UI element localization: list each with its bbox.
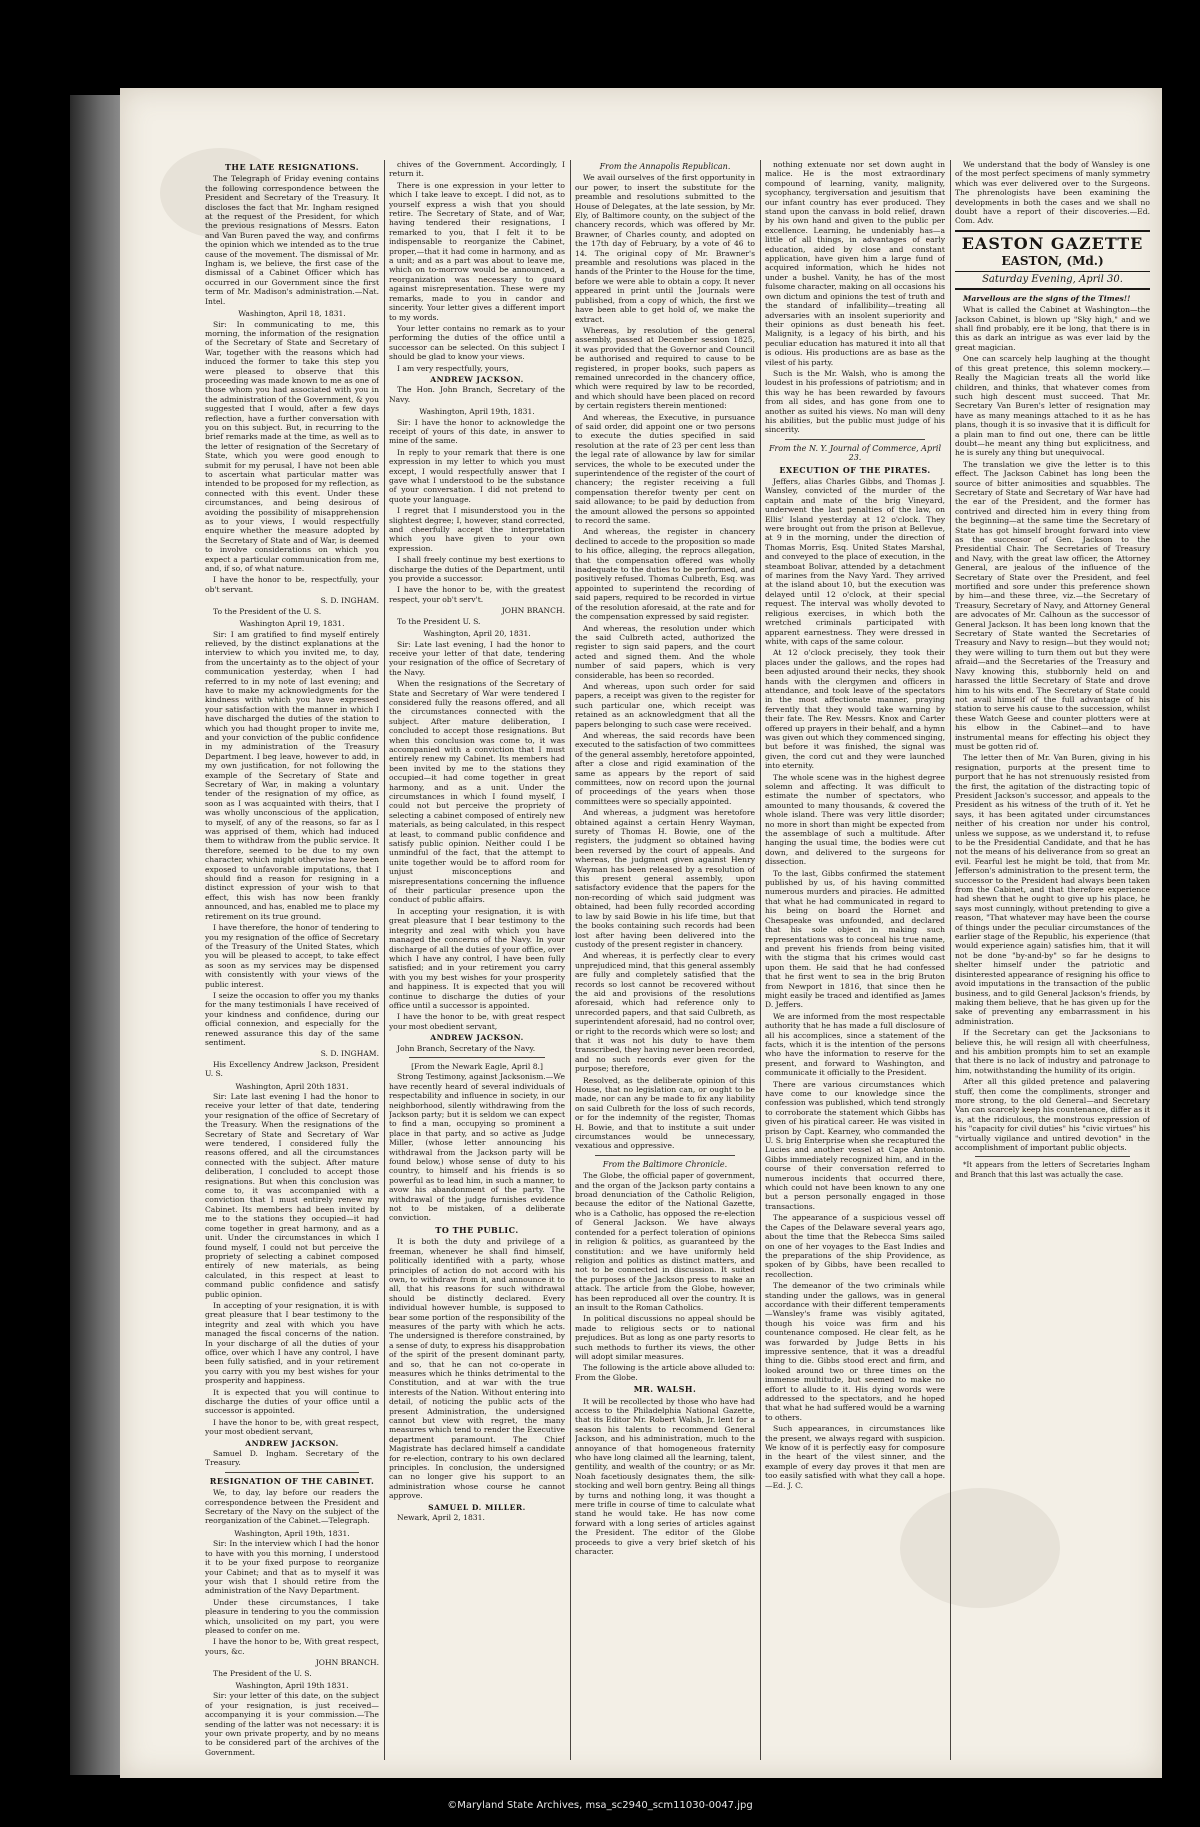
article-text: And whereas, the Executive, in pursuance of said order, did appoint one or two persons to execute the duties specified in said resolution at the rate of 23 per cent less than the legal rate of allowance by law for similar services, the whole to be executed under the superintendence of the register of the court of chancery; the register receiving a full compensation therefor twenty per cent on said allowance; to be paid by deduction from the amount allowed the persons so appointed to record the same. bbox=[575, 412, 755, 526]
masthead-title: EASTON GAZETTE bbox=[961, 233, 1144, 253]
editorial-lead: Marvellous are the signs of the Times!! bbox=[963, 293, 1131, 303]
article-title: RESIGNATION OF THE CABINET. bbox=[209, 1475, 375, 1486]
article-text: nothing extenuate nor set down aught in malice. He is the most extraordinary compound of learning, vanity, malignity, sycophancy, tergiversation and jesuitism that our infant country has ever produced. They stand upon the canvass in bold relief, drawn by his own hand and given to the public per excellence. Learning, he undeniably has—a little of all things, in advantages of early education, aided by close and constant application, have given him a large fund of acquired information, which he hides not under a bushel. Vanity, he has of the most fulsome character, making on all occasions his own dictum and opinions the test of truth and the standard of infallibility—treating all adversaries with an insolent superiority and their opinions as dust beneath his feet. Malignity, is a legacy of his birth, and his peculiar education has matured it into all that is odious. His productions are as base as the vilest of his party. bbox=[765, 160, 945, 367]
editorial-text: The translation we give the letter is to this effect. The Jackson Cabinet has long been the source of bitter animosities and squabbles. The Secretary of State and Secretary of War have had the ear of the President, and the former has contrived and directed him in every thing from the beginning—at the same time the Secretary of State has got himself brought forward into view as the successor of Gen. Jackson to the Presidential Chair. The Secretaries of Treasury and Navy, with the great law officer, the Attorney General, are jealous of the influence of the Secretary of State over the President, and feel mortified and sore under this preference shown by him—and these three, viz.—the Secretary of Treasury, Secretary of Navy, and Attorney General are advocates of Mr. Calhoun as the successor of General Jackson. It has been long known that the Secretary of State wanted the Secretaries of Treasury and Navy to resign—but they would not; they were willing to turn them out but they were afraid—and the Secretaries of the Treasury and Navy knowing this, stubbornly held on and harassed the little Secretary of State and drove him to his wits end. The Secretary of State could not avail himself of the full advantage of his station to serve his cause to the succession, whilst these Watch Geese and counter plotters were at his elbow in the Cabinet—and to have instrumental means for effecting his object they must be gotten rid of. bbox=[955, 459, 1150, 751]
letter-text: Your letter contains no remark as to your performing the duties of the office until a successor can be selected. On this subject I should be glad to know your views. bbox=[389, 323, 565, 362]
column-rule bbox=[950, 160, 951, 1760]
article-text: Such is the Mr. Walsh, who is among the loudest in his professions of patriotism; and in this way he has been rewarded by favours from all sides, and has gone from one to another as suited his views. No man will deny his abilities, but the public must judge of his sincerity. bbox=[765, 368, 945, 435]
letter-closing: I have the honor to be, with great respect your most obedient servant, bbox=[389, 1012, 565, 1031]
dateline: Washington, April 20, 1831. bbox=[423, 629, 531, 639]
article-intro: We, to day, lay before our readers the correspondence between the President and Secretary of the Navy on the subject of the reorganization of the Cabinet.—Telegraph. bbox=[205, 1488, 379, 1526]
editorial-text: The letter then of Mr. Van Buren, giving in his resignation, purports at the present time to purport that he has not strenuously resisted from the first, the agitation of the distracting topic of President Jackson's successor, and appeals to the President as his witness of the truth of it. Yet he says, it has been agitated under circumstances neither of his creation nor under his control, unless we suppose, as we understand it, to refuse to be the Presidential Candidate, and that he has not the means of his deliverance from so great an evil. Fearful lest he might be told, that from Mr. Jefferson's administration to the present term, the successor to the President had always been taken from the Cabinet, and that therefore experience had shewn that he ought to give up his place, he says most cunningly, without pretending to give a reason, "That whatever may have been the course of things under the peculiar circumstances of the earlier stage of the Republic, his experience (that would experience again) satisfies him, that it will not be done "by-and-by" so far he designs to shelter himself under the patriotic and disinterested appearance of resigning his office to avoid imputations in the transaction of the public business, and to gild General Jackson's friends, by making them believe, that he has given up for the sake of preventing any embarrassment in his administration. bbox=[955, 753, 1150, 1026]
dateline: Washington, April 18, 1831. bbox=[238, 309, 346, 319]
letter-text: I seize the occasion to offer you my thanks for the many testimonials I have received of your kindness and confidence, during our official connexion, and especially for the renewed assurance this day of the same sentiment. bbox=[205, 990, 379, 1047]
dateline: Washington, April 20th 1831. bbox=[235, 1081, 349, 1091]
letter-text: Sir: In the interview which I had the honor to have with you this morning, I understood it to be your fixed purpose to reorganize your Cabinet; and that as to myself it was your wish that I should retire from the administration of the Navy Department. bbox=[205, 1539, 379, 1596]
signature: ANDREW JACKSON. bbox=[430, 374, 524, 384]
masthead bbox=[955, 230, 1150, 290]
letter-text: In reply to your remark that there is one expression in my letter to which you must except, I would respectfully answer that I gave what I understood to be the substance of your conversation. I did not pretend to quote your language. bbox=[389, 447, 565, 504]
column-4 bbox=[765, 160, 945, 1760]
article-intro: The Telegraph of Friday evening contains the following correspondence between the President and Secretary of the Treasury. It discloses the fact that Mr. Ingham resigned at the request of the President, for which the previous resignations of Messrs. Eaton and Van Buren paved the way, and confirms the opinion which we intended as to the true cause of the movement. The dismissal of Mr. Ingham is, we believe, the first case of the dismissal of a Cabinet Officer which has occurred in our Government since the first term of Mr. Madison's administration.—Nat. Intel. bbox=[205, 174, 379, 306]
dateline: Washington, April 19th 1831. bbox=[235, 1680, 349, 1690]
letter-text: I regret that I misunderstood you in the slightest degree; I, however, stand corrected, and cheerfully accept the interpretation which you have given to your own expression. bbox=[389, 506, 565, 553]
archive-credit: ©Maryland State Archives, msa_sc2940_scm11030-0047.jpg bbox=[447, 1800, 753, 1811]
article-source: [From the Newark Eagle, April 8.] bbox=[411, 1061, 543, 1071]
column-separator bbox=[595, 1155, 735, 1156]
letter-recipient: To the President U. S. bbox=[397, 616, 481, 626]
signature: JOHN BRANCH. bbox=[501, 606, 565, 616]
article-text: The following is the article above alluded to: From the Globe. bbox=[575, 1363, 755, 1382]
letter-text: Sir: I have the honor to acknowledge the receipt of yours of this date, in answer to mine of the same. bbox=[389, 417, 565, 446]
letter-text: Sir: Late last evening, I had the honor to receive your letter of that date, tendering your resignation of the office of Secretary of the Navy. bbox=[389, 639, 565, 677]
footnote: *It appears from the letters of Secretaries Ingham and Branch that this last was actually the case. bbox=[955, 1161, 1150, 1179]
article-text: And whereas, the said records have been executed to the satisfaction of two committees of the general assembly, heretofore appointed, after a close and rigid examination of the same as appears by the report of said committees, now on record upon the journal of proceedings of the years when those committees were so specially appointed. bbox=[575, 730, 755, 806]
letter-text: Sir: Late last evening I had the honor to receive your letter of that date, tendering your resignation of the office of Secretary of the Treasury. When the resignations of the Secretary of State and Secretary of War were tendered, I considered fully the reasons offered, and all the circumstances connected with the subject. After mature deliberation, I concluded to accept those resignations. But when this conclusion was come to, it was accompanied with a conviction that I must entirely renew my Cabinet. Its members had been invited by me to the stations they occupied—it had come together in great harmony, and as a unit. Under the circumstances in which I found myself, I could not but perceive the propriety of selecting a cabinet composed entirely of new materials, as being calculated, in this respect at least to command public confidence and satisfy public opinion. bbox=[205, 1092, 379, 1299]
article-title: MR. WALSH. bbox=[633, 1384, 697, 1395]
letter-text: There is one expression in your letter to which I take leave to except. I did not, as to yourself express a wish that you should retire. The Secretary of State, and of War, having tendered their resignations, I remarked to you, that I felt it to be indispensable to reorganize the Cabinet, proper,—that it had come in harmony, and as a unit; and as a part was about to leave me, which on to-morrow would be announced, a reorganization was necessary to guard against misrepresentation. These were my remarks, made to you in candor and sincerity. Your letter gives a different import to my words. bbox=[389, 180, 565, 322]
article-text: The whole scene was in the highest degree solemn and affecting. It was difficult to estimate the number of spectators, who amounted to many thousands, & covered the whole island. There was very little disorder; no more in short than might be expected from the assemblage of such a multitude. After hanging the usual time, the bodies were cut down, and delivered to the surgeons for dissection. bbox=[765, 772, 945, 867]
letter-recipient: John Branch, Secretary of the Navy. bbox=[397, 1043, 536, 1053]
signature: JOHN BRANCH. bbox=[315, 1658, 379, 1668]
letter-closing: I have the honor to be, respectfully, your ob't servant. bbox=[205, 575, 379, 594]
letter-text: In accepting of your resignation, it is with great pleasure that I bear testimony to the integrity and zeal with which you have managed the fiscal concerns of the nation. In your discharge of all the duties of your office, over which I have any control, I have been fully satisfied, and in your retirement you carry with you my best wishes for your prosperity and happiness. bbox=[205, 1300, 379, 1386]
letter-recipient: The Hon. John Branch, Secretary of the Navy. bbox=[389, 385, 565, 404]
article-text: Such appearances, in circumstances like the present, we always regard with suspicion. We know of it is perfectly easy for composure in the heart of the vilest sinner, and the example of every day proves it that men are too easily satisfied with what they call a hope.—Ed. J. C. bbox=[765, 1424, 945, 1490]
letter-text: chives of the Government. Accordingly, I return it. bbox=[389, 160, 565, 179]
letter-text: It is expected that you will continue to discharge the duties of your office until a successor is appointed. bbox=[205, 1387, 379, 1416]
column-rule bbox=[760, 160, 761, 1760]
column-2 bbox=[389, 160, 565, 1760]
article-source: From the N. Y. Journal of Commerce, April 23. bbox=[768, 443, 942, 463]
article-text: There are various circumstances which have come to our knowledge since the confession was published, which tend strongly to corroborate the statement which Gibbs has given of his piratical career. He was visited in prison by Capt. Kearney, who commanded the U. S. brig Enterprise when she recaptured the Lucies and another vessel at Cape Antonio. Gibbs immediately recognized him, and in the course of their conversation referred to numerous incidents that occurred there, which could not have been known to any one but a person personally engaged in those transactions. bbox=[765, 1079, 945, 1211]
article-text: And whereas, the resolution under which the said Culbreth acted, authorized the register to sign said papers, and the court acted and signed them. And the whole number of said papers, which is very considerable, has been so recorded. bbox=[575, 623, 755, 680]
article-text: The demeanor of the two criminals while standing under the gallows, was in general accordance with their different temperaments—Wansley's frame was visibly agitated, though his voice was firm and his countenance composed. He clear felt, as he was forwarded by Judge Betts in his impressive sentence, that it was a dreadful thing to die. Gibbs stood erect and firm, and looked around two or three times on the immense multitude, but seemed to make no effort to allude to it. His dying words were addressed to the spectators, and he hoped that what he had suffered would be a warning to others. bbox=[765, 1281, 945, 1422]
column-separator bbox=[225, 1472, 359, 1473]
column-rule bbox=[570, 160, 571, 1760]
column-5 bbox=[955, 160, 1150, 1760]
editorial-text: If the Secretary can get the Jacksonians to believe this, he will resign all with cheerfulness, and his ambition prompts him to set an example that there is no lack of industry and patronage to him, notwithstanding the humility of its origin. bbox=[955, 1028, 1150, 1075]
editorial-text: After all this gilded pretence and palavering stuff, then come the compliments, stronger and more strong, to the old General—and Secretary Van can scarcely keep his countenance, differ as it is, at the ridiculous, the monstrous expression of his "capacity for civil duties" his "civic virtues" his "virtually vigilance and untired devotion" in the accomplishment of important public objects. bbox=[955, 1077, 1150, 1152]
article-text: We avail ourselves of the first opportunity in our power, to insert the substitute for the preamble and resolutions submitted to the House of Delegates, at the late session, by Mr. Ely, of Baltimore county, on the subject of the chancery records, which was offered by Mr. Brawner, of Charles county, and adopted on the 17th day of February, by a vote of 46 to 14. The original copy of Mr. Brawner's preamble and resolutions was placed in the hands of the Printer to the House for the time, before we were able to obtain a copy. It never appeared in print until the Journals were published, from a copy of which, the first we have been able to get hold of, we make the extract. bbox=[575, 173, 755, 324]
editorial-text: One can scarcely help laughing at the thought of this great pretence, this solemn mockery.—Really the Magician treats all the world like children, and thinks, that whatever comes from such high descent must succeed. That Mr. Secretary Van Buren's letter of resignation may have as many meanings attached to it as he has plans, though it is so invasive that it is difficult for a plain man to find out one, there can be little doubt—he meant any thing but explicitness, and he is surely any thing but unequivocal. bbox=[955, 354, 1150, 458]
signature: ANDREW JACKSON. bbox=[245, 1438, 339, 1448]
letter-closing: I have the honor to be, With great respect, yours, &c. bbox=[205, 1637, 379, 1656]
article-text: We understand that the body of Wansley is one of the most perfect specimens of manly symmetry which was ever delivered over to the Surgeons. The phrenologists have been examining the developments in both the cases and we shall no doubt have a report of their discoveries.—Ed. Com. Adv. bbox=[955, 160, 1150, 226]
column-separator bbox=[785, 439, 925, 440]
dateline: Newark, April 2, 1831. bbox=[397, 1513, 485, 1523]
article-text: It is both the duty and privilege of a freeman, whenever he shall find himself, politically identified with a party, whose principles of action do not accord with his own, to withdraw from it, and announce it to all, that his reasons for such withdrawal should be distinctly declared. Every individual however humble, is supposed to bear some portion of the responsibility of the measures of the party with which he acts. The undersigned is therefore constrained, by a sense of duty, to express his disapprobation of the spirit of the present dominant party, and so, that he can not co-operate in measures which he thinks detrimental to the Constitution, and at war with the true interests of the Nation. Without entering into detail, of noticing the public acts of the present Administration, the undersigned cannot but view with regret, the many measures which tend to render the Executive department paramount. The Chief Magistrate has declared himself a candidate for re-election, contrary to his own declared principles. In conclusion, the undersigned can no longer give his support to an administration whose course he cannot approve. bbox=[389, 1237, 565, 1501]
masthead-date: Saturday Evening, April 30. bbox=[955, 271, 1150, 286]
letter-text: In accepting your resignation, it is with great pleasure that I bear testimony to the integrity and zeal with which you have managed the concerns of the Navy. In your discharge of all the duties of your office, over which I have any control, I have been fully satisfied; and in your retirement you carry with you my best wishes for your prosperity and happiness. It is expected that you will continue to discharge the duties of your office until a successor is appointed. bbox=[389, 906, 565, 1010]
letter-closing: I have the honor to be, with great respect, your most obedient servant, bbox=[205, 1417, 379, 1437]
article-text: To the last, Gibbs confirmed the statement published by us, of his having committed numerous murders and piracies. He admitted that what he had communicated in regard to his being on board the Hornet and Chesapeake was unfounded, and declared that his sole object in making such representations was to conceal his true name, and prevent his friends from being visited with the stigma that his crimes would cast upon them. He said that he had confessed that he first went to sea in the brig Bruton from Newport in 1816, that since then he might easily be traced and identified as James D. Jeffers. bbox=[765, 868, 945, 1010]
signature: SAMUEL D. MILLER. bbox=[428, 1502, 526, 1512]
article-text: And whereas, the register in chancery declined to accede to the proposition so made to his office, alleging, the reprocs allegation, that the compensation offered was wholly inadequate to the duties to be performed, and positively refused. Thomas Culbreth, Esq. was appointed to superintend the recording of said papers, required to be recorded in virtue of the resolution aforesaid, at the rate and for the compensation expressed by said register. bbox=[575, 527, 755, 622]
article-text: Jeffers, alias Charles Gibbs, and Thomas J. Wansley, convicted of the murder of the captain and mate of the brig Vineyard, underwent the last penalties of the law, on Ellis' Island yesterday at 12 o'clock. They were brought out from the prison at Bellevue, at 9 in the morning, under the direction of Thomas Morris, Esq. United States Marshal, and conveyed to the place of execution, in the steamboat Bolivar, attended by a detachment of marines from the Navy Yard. They arrived at the island about 10, but the execution was delayed until 12 o'clock, at their special request. The interval was wholly devoted to religious exercises, in which both the wretched criminals participated with apparent earnestness. They were dressed in white, with caps of the same colour. bbox=[765, 477, 945, 646]
letter-recipient: The President of the U. S. bbox=[213, 1668, 312, 1678]
letter-recipient: His Excellency Andrew Jackson, President U. S. bbox=[205, 1059, 379, 1079]
article-text: The Globe, the official paper of government, and the organ of the Jackson party contains a broad denunciation of the Catholic Religion, because the editor of the National Gazette, who is a Catholic, has opposed the re-election of General Jackson. We have always contended for a perfect toleration of opinions in religion & politics, as guaranteed by the constitution: and we have uniformly held religion and politics as distinct matters, and not to be connected in discussion. It suited the purposes of the Jackson press to make an attack. The article from the Globe, however, has been reproduced all over the country. It is an insult to the Roman Catholics. bbox=[575, 1171, 755, 1312]
article-text: And whereas, upon such order for said papers, a receipt was given to the register for such particular one, which receipt was retained as an acknowledgment that all the papers belonging to such case were received. bbox=[575, 681, 755, 729]
article-text: In political discussions no appeal should be made to religious sects or to national prejudices. But as long as one party resorts to such methods to further its views, the other will adopt similar measures. bbox=[575, 1314, 755, 1361]
signature: S. D. INGHAM. bbox=[320, 596, 379, 606]
column-rule bbox=[384, 160, 385, 1760]
article-text: At 12 o'clock precisely, they took their places under the gallows, and the ropes had been adjusted around their necks, they shook hands with the clergymen and officers in attendance, and took leave of the spectators in the most affectionate manner, praying fervently that they would take warning by their fate. The Rev. Messrs. Knox and Carter offered up prayers in their behalf, and a hymn was given out which they commenced singing, but before it was finished, the signal was given, the cord cut and they were launched into eternity. bbox=[765, 648, 945, 771]
letter-recipient: Samuel D. Ingham. Secretary of the Treasury. bbox=[205, 1449, 379, 1468]
signature: ANDREW JACKSON. bbox=[430, 1033, 524, 1043]
masthead-place: EASTON, (Md.) bbox=[1001, 253, 1104, 268]
article-text: Whereas, by resolution of the general assembly, passed at December session 1825, it was provided that the Governor and Council be authorised and required to cause to be registered, in proper books, such papers as remained unrecorded in the chancery office, which were required by law to be recorded, and which should have been placed on record by certain registers therein mentioned: bbox=[575, 325, 755, 411]
letter-closing: I am very respectfully, yours, bbox=[397, 363, 509, 373]
letter-text: I shall freely continue my best exertions to discharge the duties of the Department, until you provide a successor. bbox=[389, 555, 565, 584]
article-text: It will be recollected by those who have had access to the Philadelphia National Gazette, that its Editor Mr. Robert Walsh, Jr. lent for a season his talents to recommend General Jackson, and his administration, much to the annoyance of that homogeneous fraternity who have long claimed all the learning, talent, gentility, and wealth of the country; or as Mr. Noah facetiously designates them, the silk-stocking and well born gentry. Being all things by turns and nothing long, it was thought a mere trifle in course of time to calculate what stand he would take. He has now come forward with a long series of articles against the President. The editor of the Globe proceeds to give a very brief sketch of his character. bbox=[575, 1396, 755, 1557]
letter-text: Sir: In communicating to me, this morning, the information of the resignation of the Secretary of State and Secretary of War, together with the reasons which had induced the former to take this step you were pleased to observe that this proceeding was made known to me as one of those whom you had associated with you in the administration of the Government, & you suggested that I would, after a few days reflection, have a further conversation with you on this subject. But, in recurring to the brief remarks made at the time, as well as to the letter of resignation of the Secretary of State, which you were good enough to submit for my perusal, I have not been able to ascertain what particular matter was intended to be proposed for my reflection, as connected with this event. Under these circumstances, and being desirous of avoiding the possibility of misapprehension as to your views, I would respectfully enquire whether the measure adopted by the Secretary of State and of War, is deemed to involve considerations on which you expect a particular communication from me, and, if so, of what nature. bbox=[205, 319, 379, 574]
dateline: Washington, April 19th, 1831. bbox=[234, 1528, 350, 1538]
letter-text: I have therefore, the honor of tendering to you my resignation of the office of Secretary of the Treasury of the United States, which you will be pleased to accept, to take effect as soon as my services may be dispensed with consistently with your views of the public interest. bbox=[205, 923, 379, 989]
article-title: THE LATE RESIGNATIONS. bbox=[224, 162, 360, 172]
dateline: Washington, April 19th, 1831. bbox=[419, 407, 535, 417]
article-text: The appearance of a suspicious vessel off the Capes of the Delaware several years ago, about the time that the Rebecca Sims sailed on one of her voyages to the East Indies and the preparations of the ship Providence, as spoken of by Gibbs, have been recalled to recollection. bbox=[765, 1213, 945, 1279]
letter-text: Sir: I am gratified to find myself entirely relieved, by the distinct explanations at the interview to which you invited me, to day, from the uncertainty as to the object of your communication yesterday, when I had referred to in my note of last evening; and have to make my acknowledgments for the kindness with which you have expressed your satisfaction with the manner in which I have discharged the duties of the station to which you had thought proper to invite me, and your conviction of the public confidence in my administration of the Treasury Department. I beg leave, however to add, in my own justification, for not following the example of the Secretary of State and Secretary of War, in making a voluntary tender of the resignation of my office, as soon as I was acquainted with theirs, that I was wholly unconscious of the application, to myself, of any of the reasons, so far as I was apprised of them, which had induced them to withdraw from the public service. It therefore, seemed to be due to my own character, which might otherwise have been exposed to unfavorable imputations, that I should find a reason for resigning in a distinct expression of your wish to that effect, this wish has now been frankly announced, and has, enabled me to place my retirement on its true ground. bbox=[205, 629, 379, 921]
article-text: And whereas, it is perfectly clear to every unprejudiced mind, that this general assembly are fully and completely satisfied that the records so lost cannot be recovered without the aid and provisions of the resolutions aforesaid, which had reference only to unrecorded papers, and that said Culbreth, as superintendent aforesaid, had no control over, or right to the records which were so lost; and that it was not his duty to have them transcribed, they having never been recorded, and no such records ever given for the purpose; therefore, bbox=[575, 951, 755, 1074]
article-source: From the Baltimore Chronicle. bbox=[602, 1159, 728, 1169]
column-separator bbox=[975, 1156, 1130, 1157]
article-text: Strong Testimony, against Jacksonism.—We have recently heard of several individuals of respectability and influence in society, in our neighborhood, silently withdrawing from the Jackson party; but it is seldom we can expect to find a man, occupying so prominent a place in that party, and so active as Judge Miller, (whose letter announcing his withdrawal from the Jackson party will be found below,) whose sense of duty to his country, to himself and his friends is so powerful as to lead him, in such a manner, to avow his abandonment of the party. The withdrawal of the judge furnishes evidence not to be mistaken, of a deliberate conviction. bbox=[389, 1072, 565, 1223]
letter-text: Under these circumstances, I take pleasure in tendering to you the commission which, unsolicited on my part, you were pleased to confer on me. bbox=[205, 1597, 379, 1635]
article-title: TO THE PUBLIC. bbox=[435, 1224, 519, 1235]
letter-recipient: To the President of the U. S. bbox=[213, 606, 322, 616]
column-1 bbox=[205, 160, 379, 1760]
signature: S. D. INGHAM. bbox=[320, 1049, 379, 1059]
letter-text: Sir: your letter of this date, on the subject of your resignation, is just received—accompanying it is your commission.—The sending of the latter was not necessary: it is your own private property, and by no means to be considered part of the archives of the Government. bbox=[205, 1691, 379, 1757]
column-separator bbox=[409, 1057, 545, 1058]
article-source: From the Annapolis Republican. bbox=[599, 162, 731, 171]
article-text: We are informed from the most respectable authority that he has made a full disclosure of all his accomplices, since a statement of the facts, which it is the intention of the persons who have the information to reserve for the present, and forward to Washington, and communicate it officially to the President. bbox=[765, 1011, 945, 1078]
article-text: Resolved, as the deliberate opinion of this House, that no legislation can, or ought to be made, nor can any be made to fix any liability on said Culbreth for the loss of such records, or for the indemnity of the register, Thomas H. Bowie, and that to institute a suit under circumstances would be unnecessary, vexatious and oppressive. bbox=[575, 1075, 755, 1151]
editorial-text: What is called the Cabinet at Washington—the Jackson Cabinet, is blown up "Sky high," and we shall find probably, ere it be long, that there is in this as dark an intrigue as was ever laid by the great magician. bbox=[955, 305, 1150, 352]
article-title: EXECUTION OF THE PIRATES. bbox=[779, 464, 931, 475]
letter-closing: I have the honor to be, with the greatest respect, your ob't serv't. bbox=[389, 585, 565, 604]
letter-text: When the resignations of the Secretary of State and Secretary of War were tendered I considered fully the reasons offered, and all the circumstances connected with the subject. After mature deliberation, I concluded to accept those resignations. But when this conclusion was come to, it was accompanied with a conviction that I must entirely renew my Cabinet. Its members had been invited by me to the stations they occupied—it had come together in great harmony, and as a unit. Under the circumstances in which I found myself, I could not but perceive the propriety of selecting a cabinet composed of entirely new materials, as being calculated, in this respect at least, to command public confidence and satisfy public opinion. Neither could I be unmindful of the fact, that the attempt to unite together would be to afford room for unjust misconceptions and misrepresentations concerning the influence of their particular presence upon the conduct of public affairs. bbox=[389, 679, 565, 905]
column-3 bbox=[575, 160, 755, 1760]
newspaper-columns bbox=[205, 160, 1155, 1760]
dateline: Washington April 19, 1831. bbox=[239, 619, 345, 629]
article-text: And whereas, a judgment was heretofore obtained against a certain Henry Wayman, surety of Thomas H. Bowie, one of the registers, the judgment so obtained having been reversed by the court of appeals. And whereas, the judgment given against Henry Wayman has been released by a resolution of this present general assembly, upon satisfactory evidence that the papers for the non-recording of which said judgment was obtained, had been fully recorded according to law by said Bowie in his life time, but that the books containing such records had been lost after having been delivered into the custody of the present register in chancery. bbox=[575, 808, 755, 949]
